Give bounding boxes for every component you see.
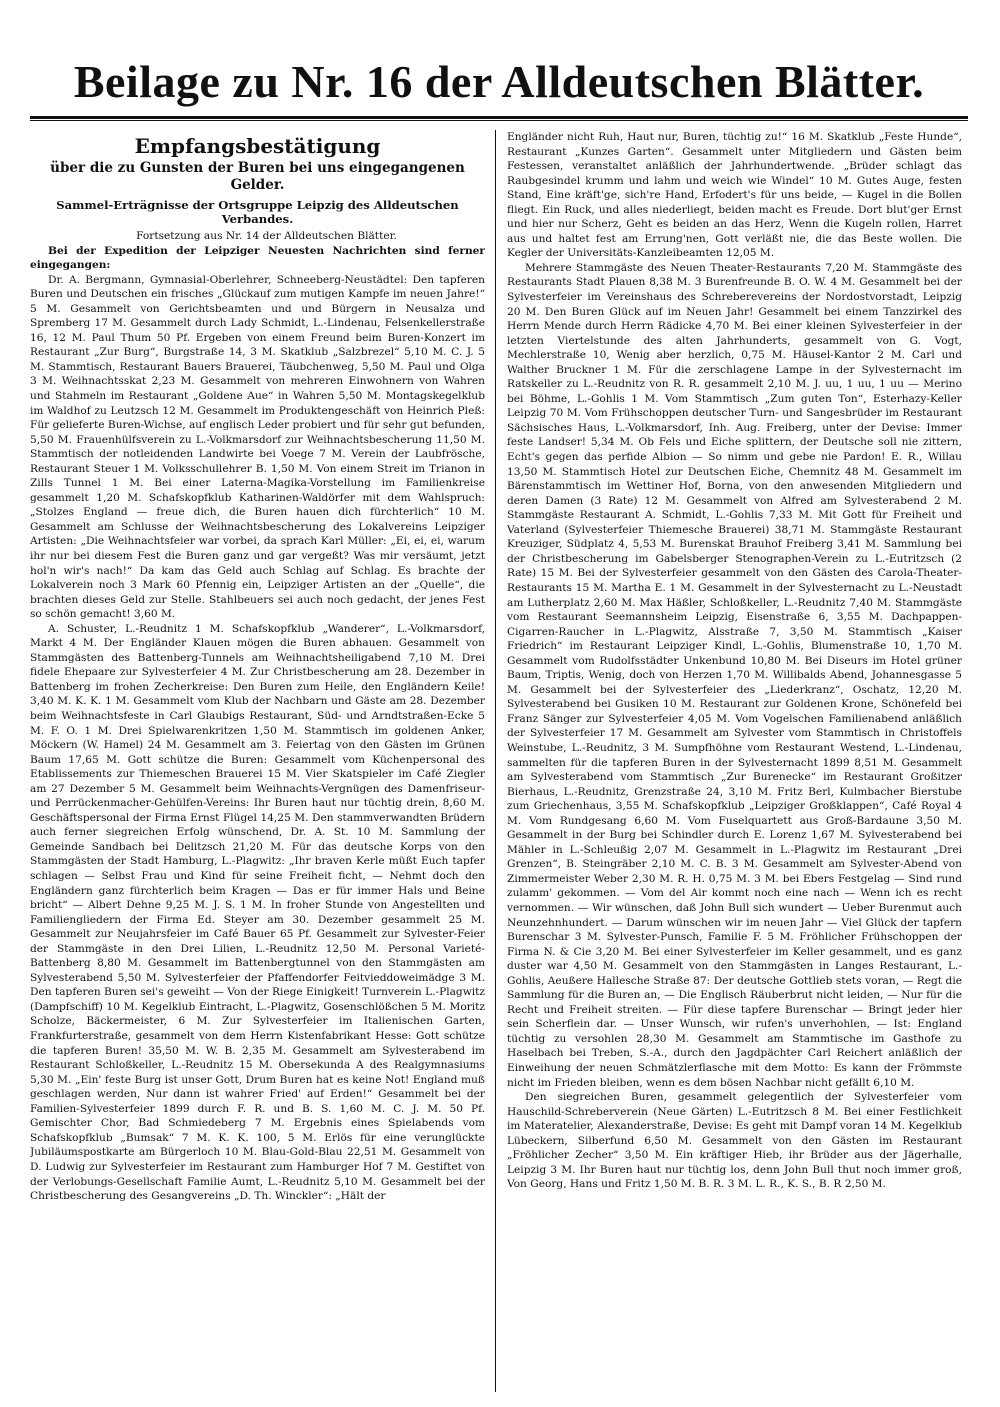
paragraph: Dr. A. Bergmann, Gymnasial-Oberlehrer, Schneeberg-Neustädtel: Den tapferen Buren und Deutschen ein frisches „Glückauf zum mutigen Kampfe im neuen Jahre!“ 5 M. Gesammelt von Gerichtsbeamten und und Bürgern in Neusalza und Spremberg 17 M. Gesammelt durch Lady Schmidt, L.-Lindenau, Felsenkellerstraße 16, 12 M. Paul Thum 50 Pf. Ergeben von einem Freund beim Buren-Konzert im Restaurant „Zur Burg“, Burgstraße 14, 3 M. Skatklub „Salzbrezel“ 5,10 M. C. J. 5 M. Stammtisch, Restaurant Bauers Brauerei, Täubchenweg, 5,50 M. Paul und Olga 3 M. Weihnachtsskat 2,23 M. Gesammelt von mehreren Einwohnern von Wahren und Stahmeln im Restaurant „Goldene Aue“ in Wahren 5,50 M. Montagskegelklub im Waldhof zu Leutzsch 12 M. Gesammelt im Produktengeschäft von Heinrich Pleß: Für gelieferte Buren-Wichse, auf englisch Leder probiert und für sehr gut befunden, 5,50 M. Frauenhülfsverein zu L.-Volkmarsdorf zur Weihnachtsbescherung 11,50 M. Stammtisch der notleidenden Landwirte bei Voege 7 M. Verein der Laubfrösche, Restaurant Steuer 1 M. Volksschullehrer B. 1,50 M. Von einem Streit im Trianon in Zills Tunnel 1 M. Bei einer Laterna-Magika-Vorstellung im Familienkreise gesammelt 1,20 M. Schafskopfklub Katharinen-Waldörfer mit dem Wahlspruch: „Stolzes England — freue dich, die Buren hauen dich fürchterlich“ 10 M. Gesammelt am Schlusse der Weihnachtsbescherung des Lokalvereins Leipziger Artisten: „Die Weihnachtsfeier war vorbei, da sprach Karl Müller: „Ei, ei, ei, warum ihr nur bei diesem Fest die Buren ganz und gar vergeßt? Was mir versäumt, jetzt hol'n wir's nach!“ Da kam das Geld auch Schlag auf Schlag. Es brachte der Lokalverein noch 3 Mark 60 Pfennig ein, Leipziger Artisten an der „Quelle“, die brachten dieses Geld zur Stelle. Stahlbeuers sei auch noch gedacht, der jenes Fest so schön gemacht! 3,60 M. [30, 273, 485, 621]
paragraph: A. Schuster, L.-Reudnitz 1 M. Schafskopfklub „Wanderer“, L.-Volkmarsdorf, Markt 4 M. Der Engländer Klauen mögen die Buren abhauen. Gesammelt von Stammgästen des Battenberg-Tunnels am Weihnachtsheiligabend 7,10 M. Drei fidele Ehepaare zur Sylvesterfeier 4 M. Zur Christbescherung am 28. Dezember in Battenberg im frohen Zecherkreise: Den Buren zum Heile, den Engländern Keile! 3,40 M. K. K. 1 M. Gesammelt vom Klub der Nachbarn und Gäste am 28. Dezember beim Weihnachtsfeste in Carl Glaubigs Restaurant, Süd- und Arndtstraßen-Ecke 5 M. F. O. 1 M. Drei Spielwarenkritzen 1,50 M. Stammtisch im goldenen Anker, Möckern (W. Hamel) 24 M. Gesammelt am 3. Feiertag von den Gästen im Grünen Baum 17,65 M. Gott schütze die Buren: Gesammelt vom Küchenpersonal des Etablissements zur Thiemeschen Brauerei 15 M. Vier Skatspieler im Café Ziegler am 27 Dezember 5 M. Gesammelt beim Weihnachts-Vergnügen des Damenfriseur- und Perrückenmacher-Gehülfen-Vereins: Ihr Buren haut nur tüchtig drein, 8,60 M. Geschäftspersonal der Firma Ernst Flügel 14,25 M. Den stammverwandten Brüdern auch ferner siegreichen Erfolg wünschend, Dr. A. St. 10 M. Sammlung der Gemeinde Sandbach bei Delitzsch 21,20 M. Für das deutsche Korps von den Stammgästen der Stadt Hamburg, L.-Plagwitz: „Ihr braven Kerle müßt Euch tapfer schlagen — Selbst Frau und Kind für seine Freiheit ficht, — Nehmt doch den Engländern ganz fürchterlich beim Kragen — Das er für immer Hals und Beine bricht“ — Albert Dehne 9,25 M. J. S. 1 M. In froher Stunde von Angestellten und Familiengliedern der Firma Ed. Steyer am 30. Dezember gesammelt 25 M. Gesammelt zur Neujahrsfeier im Café Bauer 65 Pf. Gesammelt zur Sylvester-Feier der Stammgäste in den Drei Lilien, L.-Reudnitz 12,50 M. Personal Varieté-Battenberg 8,80 M. Gesammelt im Battenbergtunnel von den Stammgästen am Sylvesterabend 5,50 M. Sylvesterfeier der Pfaffendorfer Feitvieddoweimädge 3 M. Den tapferen Buren sei's geweiht — Von der Riege Einigkeit! Turnverein L.-Plagwitz (Dampfschiff) 10 M. Kegelklub Eintracht, L.-Plagwitz, Gosenschlößchen 5 M. Moritz Scholze, Bäckermeister, 6 M. Zur Sylvesterfeier im Italienischen Garten, Frankfurterstraße, gesammelt von dem Herrn Kistenfabrikant Hesse: Gott schütze die tapferen Buren! 35,50 M. W. B. 2,35 M. Gesammelt am Sylvesterabend im Restaurant Schloßkeller, L.-Reudnitz 15 M. Obersekunda A des Realgymnasiums 5,30 M. „Ein' feste Burg ist unser Gott, Drum Buren hat es keine Not! England muß geschlagen werden, Nur dann ist wahrer Fried' auf Erden!“ Gesammelt bei der Familien-Sylvesterfeier 1899 durch F. R. und B. S. 1,60 M. C. J. M. 50 Pf. Gemischter Chor, Bad Schmiedeberg 7 M. Ergebnis eines Spielabends vom Schafskopfklub „Bumsak“ 7 M. K. K. 100, 5 M. Erlös für eine verunglückte Jubiläumspostkarte am Bürgerloch 10 M. Blau-Gold-Blau 22,51 M. Gesammelt von D. Ludwig zur Sylvesterfeier im Restaurant zum Hamburger Hof 7 M. Gestiftet von der Verlobungs-Gesellschaft Familie Aumt, L.-Reudnitz 5,10 M. Gesammelt bei der Christbescherung des Gesangvereins „D. Th. Winckler“: „Hält der [30, 622, 485, 1203]
newspaper-page [30, 50, 968, 1395]
article-subtitle: über die zu Gunsten der Buren bei uns eingegangenen Gelder. [50, 160, 465, 193]
column-divider [495, 130, 496, 1392]
article-title: Empfangsbestätigung [134, 134, 381, 158]
article-intro: Bei der Expedition der Leipziger Neuesten Nachrichten sind ferner eingegangen: [30, 244, 485, 272]
text-columns [30, 130, 968, 1392]
article-section: Sammel-Erträgnisse der Ortsgruppe Leipzig des Alldeutschen Verbandes. [56, 198, 459, 226]
masthead-rule-thick [30, 116, 968, 119]
right-column [507, 130, 962, 1392]
masthead-rule-thin [30, 120, 968, 121]
masthead: Beilage zu Nr. 16 der Alldeutschen Blätter. [73, 56, 925, 107]
paragraph: Den siegreichen Buren, gesammelt gelegentlich der Sylvesterfeier vom Hauschild-Schreberverein (Neue Gärten) L.-Eutritzsch 8 M. Bei einer Festlichkeit im Materatelier, Alexanderstraße, Devise: Es geht mit Dampf voran 14 M. Kegelklub Lübeckern, Silberfund 6,50 M. Gesammelt von den Gästen im Restaurant „Fröhlicher Zecher“ 3,50 M. Ein kräftiger Hieb, ihr Brüder aus der Jägerhalle, Leipzig 3 M. Ihr Buren haut nur tüchtig los, denn John Bull thut noch immer groß, Von Georg, Hans und Fritz 1,50 M. B. R. 3 M. L. R., K. S., B. R 2,50 M. [507, 1091, 962, 1191]
paragraph: Engländer nicht Ruh, Haut nur, Buren, tüchtig zu!“ 16 M. Skatklub „Feste Hunde“, Restaurant „Kunzes Garten“. Gesammelt unter Mitgliedern und Gästen beim Festessen, veranstaltet anläßlich der Jahrhundertwende. „Brüder schlagt das Raubgesindel krumm und lahm und weich wie Windel“ 10 M. Gutes Auge, festen Stand, Eine kräft'ge, sich're Hand, Erfodert's für uns beide, — Kugel in die Bollen fliegt. Ein Ruck, und alles niederliegt, beiden macht es Freude. Dort blut'ger Ernst und hier nur Scherz, Geht es beiden an das Herz, Wenn die Kugeln rollen, Harret aus und haltet fest am Errung'nen, Gott verläßt nie, die das Beste wollen. Die Kegler der Universitäts-Kanzleibeamten 12,05 M. [507, 131, 962, 260]
continuation-note: Fortsetzung aus Nr. 14 der Alldeutschen Blätter. [136, 230, 397, 242]
paragraph: Mehrere Stammgäste des Neuen Theater-Restaurants 7,20 M. Stammgäste des Restaurants Stadt Plauen 8,38 M. 3 Burenfreunde B. O. W. 4 M. Gesammelt bei der Sylvesterfeier im Vereinshaus des Schreberevereins der Nordostvorstadt, Leipzig 20 M. Den Buren Glück auf im Neuen Jahr! Gesammelt bei einem Tanzzirkel des Herrn Mende durch Herrn Rädicke 4,70 M. Bei einer kleinen Sylvesterfeier in der letzten Viertelstunde des alten Jahrhunderts, gesammelt von G. Vogt, Mechlerstraße 10, Wenig aber herzlich, 0,75 M. Häusel-Kantor 2 M. Carl und Walther Bruckner 1 M. Für die zerschlagene Lampe in der Sylvesternacht im Ratskeller zu L.-Reudnitz von R. R. gesammelt 2,10 M. J. uu, 1 uu, 1 uu — Merino bei Böhme, L.-Gohlis 1 M. Vom Stammtisch „Zum guten Ton“, Esterhazy-Keller Leipzig 70 M. Vom Frühschoppen deutscher Turn- und Sangesbrüder im Restaurant Sächsisches Haus, L.-Volkmarsdorf, Inh. Aug. Freiberg, unter der Devise: Immer feste Landser! 5,34 M. Ob Fels und Eiche splittern, der Deutsche soll nie zittern, Echt's gegen das perfide Albion — So nimm und gebe nie Pardon! E. R., Willau 13,50 M. Stammtisch Hotel zur Deutschen Eiche, Chemnitz 48 M. Gesammelt im Bärenstammtisch im Wettiner Hof, Borna, von den anwesenden Mitgliedern und deren Damen (3 Rate) 12 M. Gesammelt von Alfred am Sylvesterabend 2 M. Stammgäste Restaurant A. Schmidt, L.-Gohlis 7,33 M. Mit Gott für Freiheit und Vaterland (Sylvesterfeier Thiemesche Brauerei) 38,71 M. Stammgäste Restaurant Kreuziger, Südplatz 4, 5,53 M. Burenskat Brauhof Freiberg 3,41 M. Sammlung bei der Christbescherung im Gabelsberger Stenographen-Verein zu L.-Eutritzsch (2 Rate) 15 M. Bei der Sylvesterfeier gesammelt von den Gästen des Carola-Theater-Restaurants 15 M. Martha E. 1 M. Gesammelt in der Sylvesternacht zu L.-Neustadt am Lutherplatz 2,60 M. Max Häßler, Schloßkeller, L.-Reudnitz 7,40 M. Stammgäste vom Restaurant Seemannsheim Leipzig, Eisenstraße 6, 3,55 M. Dachpappen-Cigarren-Raucher in L.-Plagwitz, Alsstraße 7, 3,50 M. Stammtisch „Kaiser Friedrich“ im Restaurant Leipziger Kindl, L.-Gohlis, Blumenstraße 10, 1,70 M. Gesammelt vom Rudolfsstädter Unkenbund 10,80 M. Bei Diseurs im Hotel grüner Baum, Triptis, Wenig, doch von Herzen 1,70 M. Willibalds Abend, Johannesgasse 5 M. Gesammelt bei der Sylvesterfeier des „Liederkranz“, Oschatz, 12,20 M. Sylvesterabend bei Gusiken 10 M. Restaurant zur Goldenen Krone, Schönefeld bei Franz Sänger zur Sylvesterfeier 4,05 M. Vom Vogelschen Familienabend anläßlich der Sylvesterfeier 17 M. Gesammelt am Sylvester vom Stammtisch in Christoffels Weinstube, L.-Reudnitz, 3 M. Sumpfhöhne vom Restaurant Westend, L.-Lindenau, sammelten für die tapferen Buren in der Sylvesternacht 1899 8,51 M. Gesammelt am Sylvesterabend vom Stammtisch „Zur Burenecke“ im Restaurant Großitzer Bierhaus, L.-Reudnitz, Grenzstraße 24, 3,10 M. Fritz Berl, Kulmbacher Bierstube zum Griechenhaus, 3,55 M. Schafskopfklub „Leipziger Großklappen“, Café Royal 4 M. Vom Rundgesang 6,60 M. Vom Fuselquartett aus Groß-Bardaune 3,50 M. Gesammelt in der Burg bei Schindler durch E. Lorenz 1,67 M. Sylvesterabend bei Mähler in L.-Schleußig 2,07 M. Gesammelt in L.-Plagwitz im Restaurant „Drei Grenzen“, B. Steingräber 2,10 M. C. B. 3 M. Gesammelt am Sylvester-Abend von Zimmermeister Weber 2,30 M. R. H. 0,75 M. 3 M. bei Ebers Festgelag — Sind rund zulamm' gekommen. — Vom del Air kommt noch eine nach — Wenn ich es recht vernommen. — Wir wünschen, daß John Bull sich wundert — Ueber Burenmut auch Neunzehnhundert. — Darum wünschen wir im neuen Jahr — Viel Glück der tapfern Burenschar 3 M. Sylvester-Punsch, Familie F. 5 M. Fröhlicher Frühschoppen der Firma N. & Cie 3,20 M. Bei einer Sylvesterfeier im Keller gesammelt, und es ganz duster war 4,50 M. Gesammelt von den Stammgästen in Langes Restaurant, L.-Gohlis, Aeußere Hallesche Straße 87: Der deutsche Gottlieb stets voran, — Regt die Sammlung für die Buren an, — Die Englisch Räuberbrut nicht leiden, — Nur für die Recht und Freiheit streiten. — Für diese tapfere Burenschar — Bringt jeder hier sein Scherflein dar. — Unser Wunsch, wir rufen's unverhohlen, — Ist: England tüchtig zu versohlen 28,30 M. Gesammelt am Stammtische im Gasthofe zu Haselbach bei Treben, S.-A., durch den Jagdpächter Carl Reichert anläßlich der Einweihung der neuen Schmätzlerflasche mit dem Motto: Es kann der Frömmste nicht im Frieden bleiben, wenn es dem bösen Nachbar nicht gefällt 6,10 M. [507, 261, 962, 1089]
left-column [30, 130, 485, 1392]
